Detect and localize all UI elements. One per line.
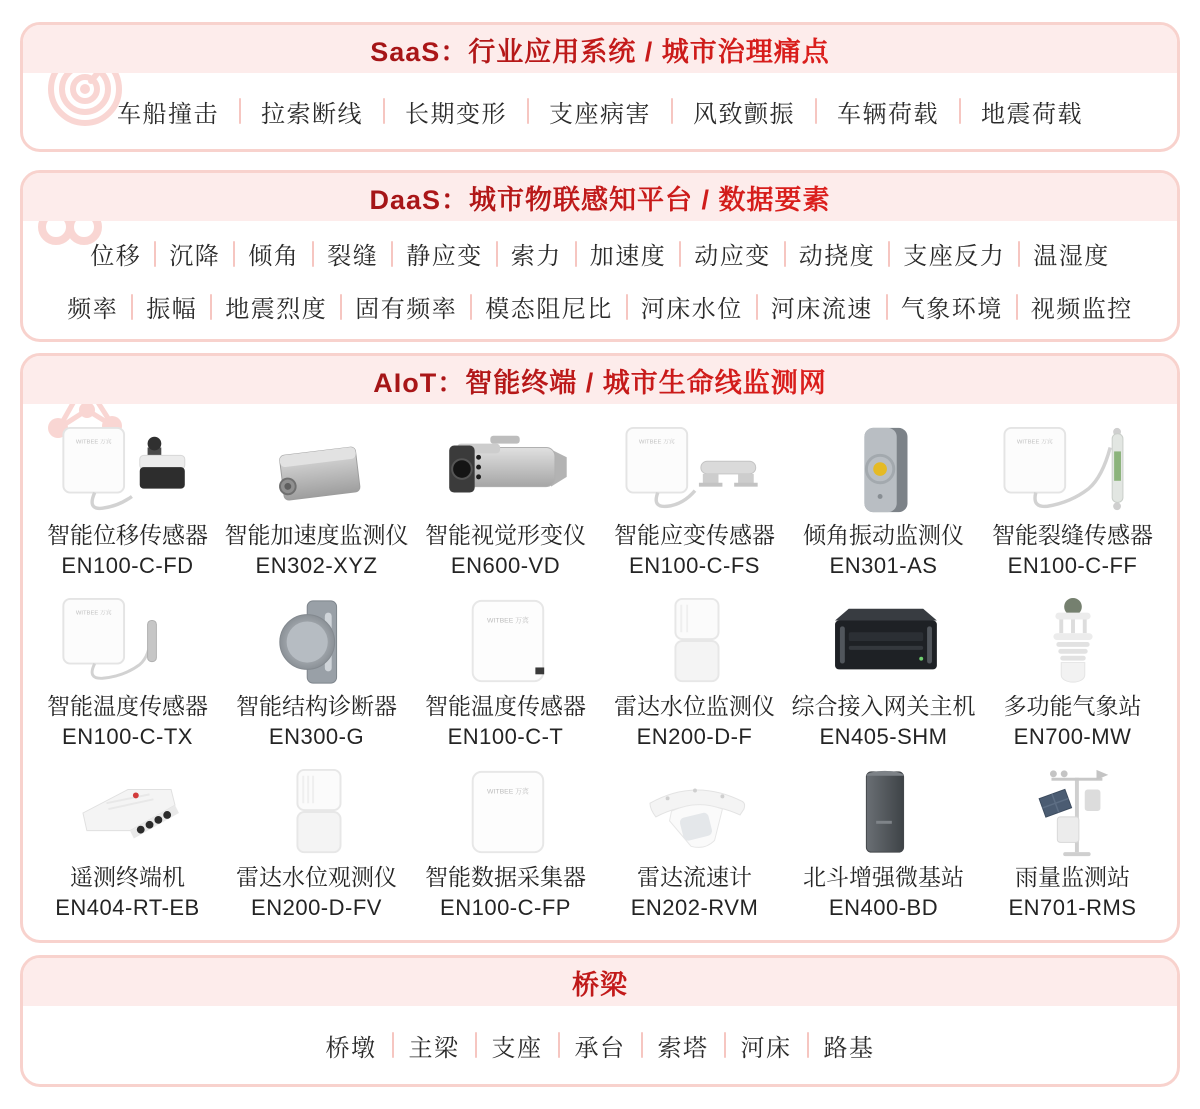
product-model: EN100-C-FF: [1007, 553, 1138, 578]
tag-label: 索力: [510, 243, 562, 270]
tag-label: 车船撞击: [117, 100, 219, 128]
product-name: 智能应变传感器: [614, 522, 775, 548]
product-card: [222, 766, 411, 923]
bridge-panel: [20, 955, 1180, 1087]
tag-label: 索塔: [657, 1034, 709, 1062]
tag-label: 支座反力: [903, 243, 1006, 270]
svg-text:WITBEE 万宾: WITBEE 万宾: [486, 617, 529, 625]
weather-station-sensor-icon: [993, 595, 1153, 689]
product-image: [600, 766, 789, 860]
tag-label: 风致颤振: [693, 100, 795, 128]
product-name: 雨量监测站: [1015, 864, 1130, 890]
tag-label: 裂缝: [327, 243, 379, 270]
tag-label: 地震烈度: [225, 296, 328, 323]
product-image: [600, 595, 789, 689]
bridge-tags: [311, 1028, 890, 1063]
product-model: EN300-G: [268, 724, 365, 749]
tag-label: 支座病害: [549, 100, 651, 128]
product-card: [600, 595, 789, 752]
tag-label: 倾角: [248, 243, 300, 270]
product-image: [33, 424, 222, 518]
product-image: [411, 595, 600, 689]
tag-label: 桥墩: [325, 1034, 377, 1062]
product-card: [789, 424, 978, 581]
product-name: 智能结构诊断器: [236, 693, 397, 719]
saas-title: SaaS：行业应用系统 / 城市治理痛点: [23, 30, 1177, 69]
product-name: 综合接入网关主机: [791, 693, 976, 719]
product-name: 智能位移传感器: [47, 522, 208, 548]
daas-title: DaaS：城市物联感知平台 / 数据要素: [23, 178, 1177, 217]
tag-label: 位移: [90, 243, 142, 270]
saas-panel: [20, 22, 1180, 152]
product-image: [411, 424, 600, 518]
product-card: [411, 424, 600, 581]
product-image: [222, 424, 411, 518]
product-name: 雷达水位监测仪: [614, 693, 775, 719]
product-model: EN100-C-T: [447, 724, 564, 749]
product-model: EN100-C-FP: [440, 895, 571, 920]
svg-text:WITBEE 万宾: WITBEE 万宾: [75, 439, 112, 446]
product-name: 智能温度传感器: [47, 693, 208, 719]
accelerometer-icon: [237, 424, 397, 518]
radar-flow-meter-icon: [615, 766, 775, 860]
product-model: EN200-D-F: [636, 724, 753, 749]
daas-tags-row-2: [23, 289, 1177, 324]
product-card: [789, 595, 978, 752]
tag-label: 动应变: [694, 243, 771, 270]
product-model: EN405-SHM: [819, 724, 948, 749]
svg-text:WITBEE 万宾: WITBEE 万宾: [75, 610, 112, 617]
tag-label: 地震荷载: [981, 100, 1083, 128]
product-name: 雷达流速计: [637, 864, 752, 890]
radar-water-level-observer-icon: [237, 766, 397, 860]
gateway-server-icon: [804, 595, 964, 689]
product-card: [978, 595, 1167, 752]
tag-label: 视频监控: [1030, 296, 1133, 323]
tag-label: 车辆荷载: [837, 100, 939, 128]
tag-label: 气象环境: [900, 296, 1003, 323]
tag-label: 加速度: [589, 243, 667, 270]
tag-label: 拉索断线: [261, 100, 363, 128]
tag-label: 静应变: [406, 243, 483, 270]
tilt-vibration-monitor-icon: [804, 424, 964, 518]
product-image: [789, 424, 978, 518]
product-image: [600, 424, 789, 518]
product-card: [978, 424, 1167, 581]
svg-text:WITBEE 万宾: WITBEE 万宾: [1016, 439, 1053, 446]
bridge-title: 桥梁: [23, 963, 1177, 1002]
daas-header: [23, 173, 1177, 221]
product-model: EN100-C-TX: [62, 724, 193, 749]
crack-sensor-icon: [993, 424, 1153, 518]
product-card: [411, 766, 600, 923]
tag-label: 承台: [574, 1034, 626, 1062]
temperature-sensor-panel-icon: [426, 595, 586, 689]
product-model: EN701-RMS: [1008, 895, 1137, 920]
product-model: EN100-C-FD: [61, 553, 194, 578]
aiot-title: AIoT：智能终端 / 城市生命线监测网: [23, 361, 1177, 400]
product-name: 智能数据采集器: [425, 864, 586, 890]
bridge-header: [23, 958, 1177, 1006]
tag-label: 振幅: [146, 296, 198, 323]
tag-label: 路基: [823, 1034, 875, 1062]
tag-label: 模态阻尼比: [485, 296, 613, 323]
strain-sensor-icon: [615, 424, 775, 518]
product-image: [978, 424, 1167, 518]
vision-camera-icon: [426, 424, 586, 518]
product-image: [222, 766, 411, 860]
product-image: [222, 595, 411, 689]
product-card: [222, 424, 411, 581]
temperature-sensor-probe-icon: [48, 595, 208, 689]
product-model: EN100-C-FS: [629, 553, 760, 578]
product-card: [600, 424, 789, 581]
product-image: [789, 595, 978, 689]
product-card: [789, 766, 978, 923]
product-card: [600, 766, 789, 923]
product-model: EN301-AS: [829, 553, 938, 578]
tag-label: 河床流速: [770, 296, 873, 323]
svg-text:WITBEE 万宾: WITBEE 万宾: [638, 439, 675, 446]
tag-label: 长期变形: [405, 100, 507, 128]
product-card: [33, 595, 222, 752]
radar-water-level-monitor-icon: [615, 595, 775, 689]
product-image: [789, 766, 978, 860]
product-name: 遥测终端机: [70, 864, 185, 890]
product-name: 倾角振动监测仪: [803, 522, 964, 548]
product-name: 智能加速度监测仪: [224, 522, 409, 548]
data-collector-icon: [426, 766, 586, 860]
saas-header: [23, 25, 1177, 73]
product-image: [33, 595, 222, 689]
product-grid: [23, 404, 1177, 923]
tag-label: 动挠度: [798, 243, 876, 270]
product-model: EN700-MW: [1013, 724, 1132, 749]
product-name: 北斗增强微基站: [803, 864, 964, 890]
aiot-header: [23, 356, 1177, 404]
beidou-base-station-icon: [804, 766, 964, 860]
product-name: 多功能气象站: [1003, 693, 1142, 719]
product-image: [33, 766, 222, 860]
product-image: [411, 766, 600, 860]
svg-text:WITBEE 万宾: WITBEE 万宾: [486, 788, 529, 796]
product-model: EN302-XYZ: [255, 553, 378, 578]
product-card: [222, 595, 411, 752]
tag-label: 河床水位: [640, 296, 743, 323]
telemetry-terminal-icon: [48, 766, 208, 860]
product-card: [978, 766, 1167, 923]
rainfall-station-icon: [993, 766, 1153, 860]
product-name: 雷达水位观测仪: [236, 864, 397, 890]
product-model: EN202-RVM: [630, 895, 759, 920]
tag-label: 频率: [67, 296, 119, 323]
product-name: 智能温度传感器: [425, 693, 586, 719]
saas-tags: [97, 94, 1103, 129]
product-name: 智能裂缝传感器: [992, 522, 1153, 548]
product-card: [33, 766, 222, 923]
product-model: EN400-BD: [828, 895, 939, 920]
product-card: [411, 595, 600, 752]
tag-label: 固有频率: [355, 296, 458, 323]
product-image: [978, 766, 1167, 860]
product-model: EN600-VD: [450, 553, 561, 578]
product-image: [978, 595, 1167, 689]
product-model: EN200-D-FV: [251, 895, 382, 920]
displacement-sensor-icon: [48, 424, 208, 518]
daas-tags-row-1: [23, 236, 1177, 271]
aiot-panel: [20, 353, 1180, 943]
tag-label: 主梁: [408, 1034, 460, 1062]
tag-label: 支座: [491, 1034, 543, 1062]
product-card: [33, 424, 222, 581]
tag-label: 河床: [740, 1034, 792, 1062]
tag-label: 温湿度: [1033, 243, 1110, 270]
daas-panel: [20, 170, 1180, 342]
product-model: EN404-RT-EB: [55, 895, 200, 920]
product-name: 智能视觉形变仪: [425, 522, 586, 548]
tag-label: 沉降: [169, 243, 221, 270]
structure-diagnoser-icon: [237, 595, 397, 689]
